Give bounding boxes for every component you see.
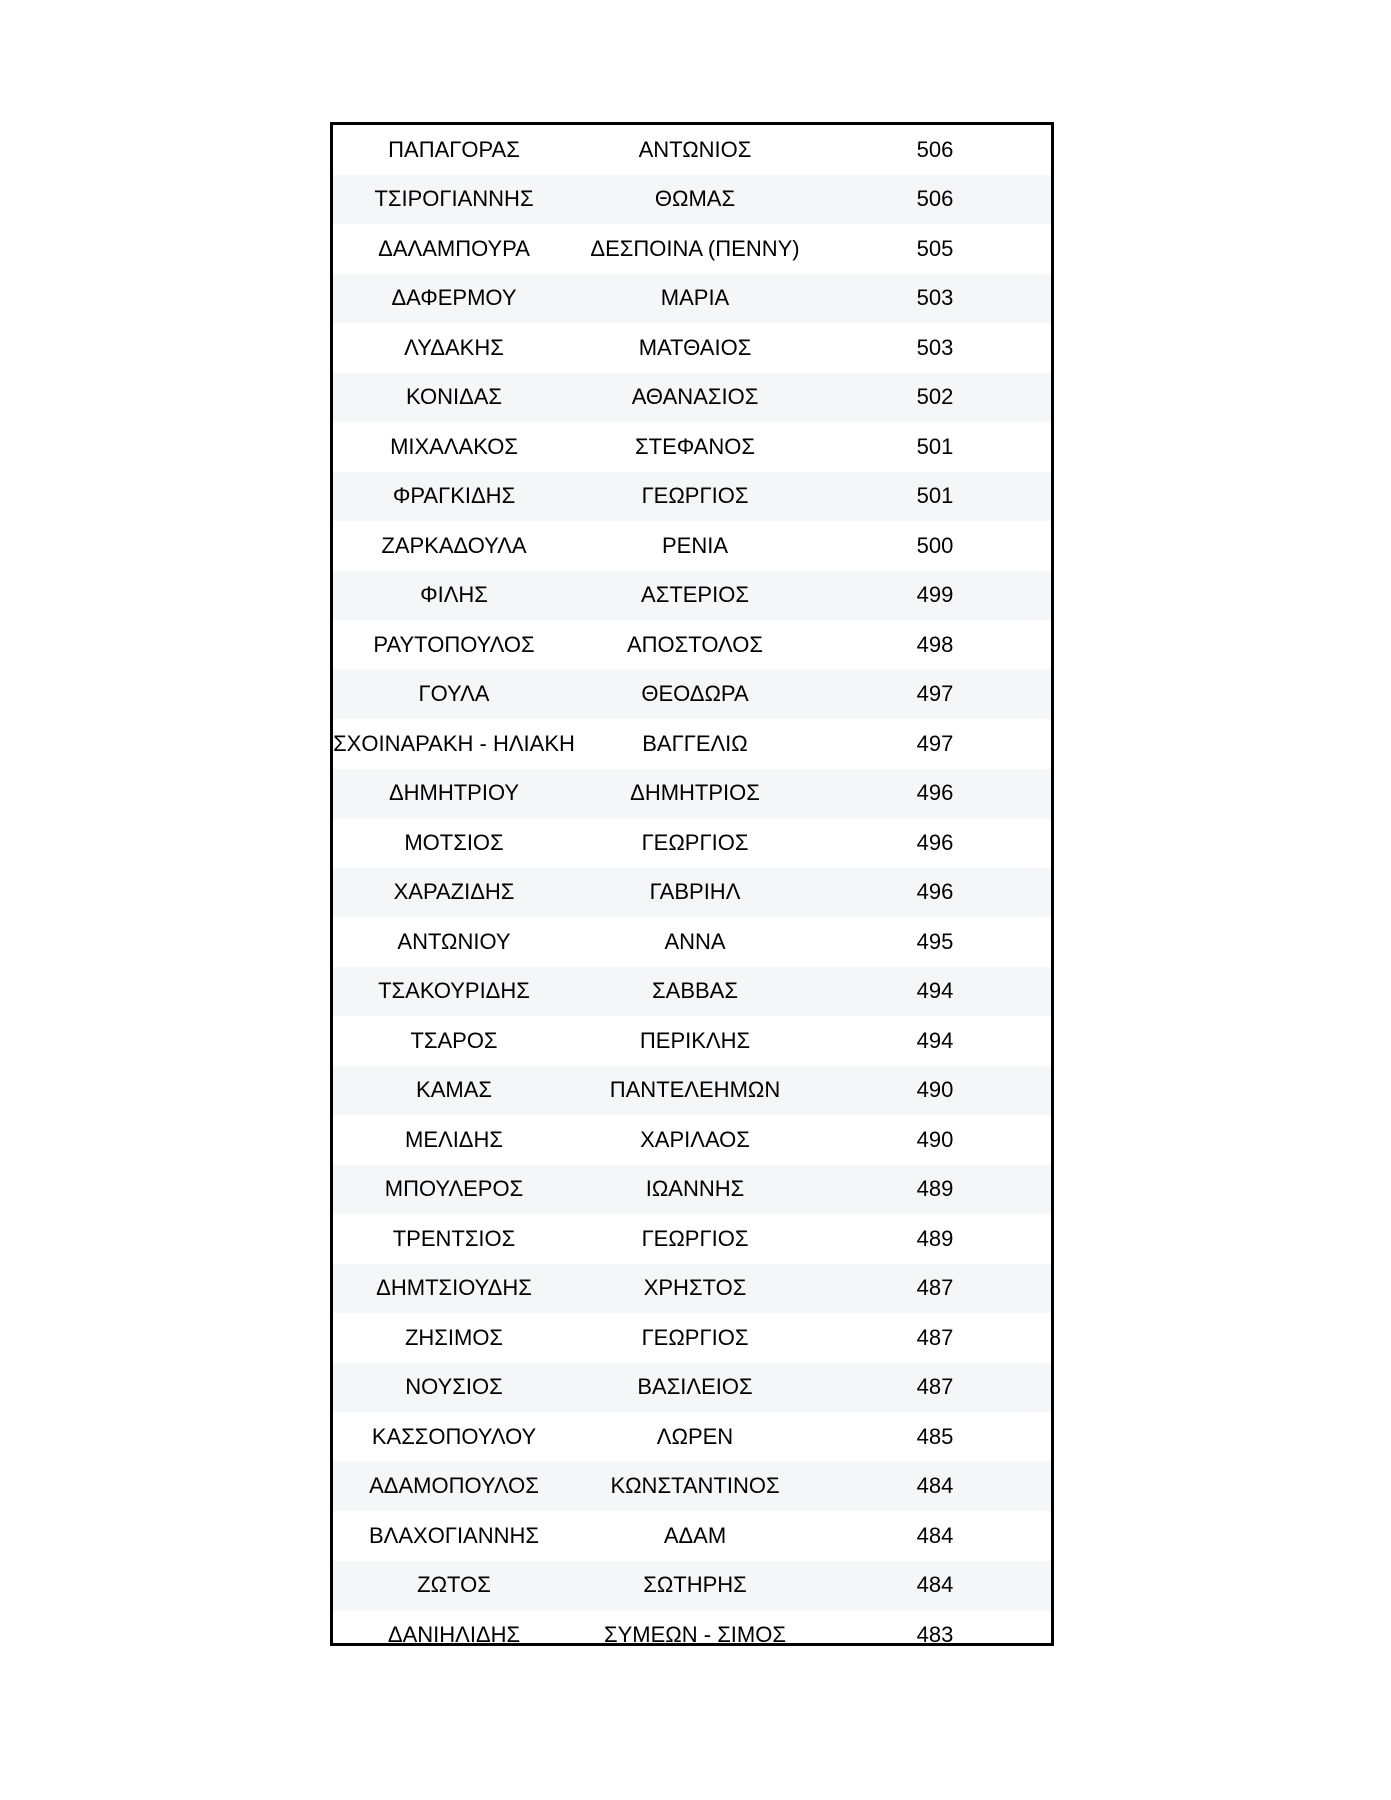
surname-cell: ΤΣΙΡΟΓΙΑΝΝΗΣ bbox=[374, 186, 534, 212]
first-name-cell: ΓΕΩΡΓΙΟΣ bbox=[641, 1324, 749, 1350]
score-cell: 496 bbox=[916, 780, 954, 806]
table-row bbox=[333, 1066, 1051, 1116]
first-name-cell: ΘΕΟΔΩΡΑ bbox=[641, 681, 749, 707]
first-name-cell: ΑΠΟΣΤΟΛΟΣ bbox=[627, 631, 763, 657]
first-name-cell: ΘΩΜΑΣ bbox=[654, 186, 736, 212]
first-name-cell: ΓΕΩΡΓΙΟΣ bbox=[641, 829, 749, 855]
score-cell: 487 bbox=[916, 1324, 954, 1350]
score-cell: 496 bbox=[916, 829, 954, 855]
first-name-cell: ΚΩΝΣΤΑΝΤΙΝΟΣ bbox=[610, 1473, 780, 1499]
table-row bbox=[333, 175, 1051, 225]
surname-cell: ΖΩΤΟΣ bbox=[417, 1572, 491, 1598]
first-name-cell: ΛΩΡΕΝ bbox=[656, 1423, 734, 1449]
surname-cell: ΓΟΥΛΑ bbox=[418, 681, 490, 707]
table-row bbox=[333, 1462, 1051, 1512]
surname-cell: ΔΗΜΤΣΙΟΥΔΗΣ bbox=[376, 1275, 532, 1301]
table-row bbox=[333, 472, 1051, 522]
table-row bbox=[333, 670, 1051, 720]
first-name-cell: ΒΑΣΙΛΕΙΟΣ bbox=[637, 1374, 753, 1400]
surname-cell: ΛΥΔΑΚΗΣ bbox=[404, 334, 504, 360]
score-cell: 501 bbox=[916, 483, 954, 509]
surname-cell: ΔΑΛΑΜΠΟΥΡΑ bbox=[378, 235, 530, 261]
table-row bbox=[333, 1363, 1051, 1413]
score-cell: 497 bbox=[916, 681, 954, 707]
first-name-cell: ΔΕΣΠΟΙΝΑ (ΠΕΝΝΥ) bbox=[590, 235, 800, 261]
surname-cell: ΜΙΧΑΛΑΚΟΣ bbox=[390, 433, 518, 459]
table-row bbox=[333, 917, 1051, 967]
first-name-cell: ΑΘΑΝΑΣΙΟΣ bbox=[631, 384, 759, 410]
surname-cell: ΖΗΣΙΜΟΣ bbox=[404, 1324, 504, 1350]
first-name-cell: ΠΑΝΤΕΛΕΗΜΩΝ bbox=[609, 1077, 781, 1103]
surname-cell: ΣΧΟΙΝΑΡΑΚΗ - ΗΛΙΑΚΗ bbox=[333, 730, 575, 756]
surname-cell: ΤΣΑΚΟΥΡΙΔΗΣ bbox=[378, 978, 530, 1004]
first-name-cell: ΣΤΕΦΑΝΟΣ bbox=[635, 433, 755, 459]
table-row bbox=[333, 1016, 1051, 1066]
score-cell: 494 bbox=[916, 1027, 954, 1053]
score-cell: 496 bbox=[916, 879, 954, 905]
score-cell: 503 bbox=[916, 334, 954, 360]
score-cell: 484 bbox=[916, 1572, 954, 1598]
surname-cell: ΠΑΠΑΓΟΡΑΣ bbox=[388, 136, 520, 162]
table-row bbox=[333, 1115, 1051, 1165]
first-name-cell: ΧΑΡΙΛΑΟΣ bbox=[640, 1126, 750, 1152]
results-table bbox=[330, 122, 1054, 1646]
table-row bbox=[333, 1264, 1051, 1314]
surname-cell: ΔΗΜΗΤΡΙΟΥ bbox=[388, 780, 520, 806]
first-name-cell: ΣΩΤΗΡΗΣ bbox=[643, 1572, 747, 1598]
surname-cell: ΦΡΑΓΚΙΔΗΣ bbox=[392, 483, 516, 509]
table-row bbox=[333, 224, 1051, 274]
score-cell: 489 bbox=[916, 1176, 954, 1202]
table-row bbox=[333, 1610, 1051, 1646]
score-cell: 483 bbox=[916, 1621, 954, 1646]
table-row bbox=[333, 1561, 1051, 1611]
surname-cell: ΚΑΜΑΣ bbox=[416, 1077, 492, 1103]
first-name-cell: ΧΡΗΣΤΟΣ bbox=[643, 1275, 747, 1301]
surname-cell: ΡΑΥΤΟΠΟΥΛΟΣ bbox=[373, 631, 535, 657]
surname-cell: ΑΔΑΜΟΠΟΥΛΟΣ bbox=[369, 1473, 539, 1499]
surname-cell: ΖΑΡΚΑΔΟΥΛΑ bbox=[381, 532, 527, 558]
table-row bbox=[333, 967, 1051, 1017]
table-row bbox=[333, 422, 1051, 472]
score-cell: 485 bbox=[916, 1423, 954, 1449]
surname-cell: ΤΡΕΝΤΣΙΟΣ bbox=[392, 1225, 516, 1251]
score-cell: 505 bbox=[916, 235, 954, 261]
table-row bbox=[333, 868, 1051, 918]
surname-cell: ΚΟΝΙΔΑΣ bbox=[405, 384, 503, 410]
table-row bbox=[333, 125, 1051, 175]
score-cell: 506 bbox=[916, 136, 954, 162]
table-row bbox=[333, 274, 1051, 324]
score-cell: 487 bbox=[916, 1275, 954, 1301]
score-cell: 502 bbox=[916, 384, 954, 410]
table-row bbox=[333, 571, 1051, 621]
table-row bbox=[333, 1412, 1051, 1462]
score-cell: 484 bbox=[916, 1522, 954, 1548]
score-cell: 498 bbox=[916, 631, 954, 657]
first-name-cell: ΓΑΒΡΙΗΛ bbox=[649, 879, 741, 905]
surname-cell: ΜΠΟΥΛΕΡΟΣ bbox=[384, 1176, 524, 1202]
first-name-cell: ΔΗΜΗΤΡΙΟΣ bbox=[630, 780, 760, 806]
table-row bbox=[333, 373, 1051, 423]
surname-cell: ΜΕΛΙΔΗΣ bbox=[405, 1126, 503, 1152]
score-cell: 501 bbox=[916, 433, 954, 459]
score-cell: 495 bbox=[916, 928, 954, 954]
first-name-cell: ΠΕΡΙΚΛΗΣ bbox=[639, 1027, 751, 1053]
first-name-cell: ΙΩΑΝΝΗΣ bbox=[645, 1176, 745, 1202]
score-cell: 499 bbox=[916, 582, 954, 608]
surname-cell: ΚΑΣΣΟΠΟΥΛΟΥ bbox=[371, 1423, 537, 1449]
table-row bbox=[333, 521, 1051, 571]
table-row bbox=[333, 818, 1051, 868]
table-row bbox=[333, 1165, 1051, 1215]
score-cell: 490 bbox=[916, 1077, 954, 1103]
score-cell: 494 bbox=[916, 978, 954, 1004]
first-name-cell: ΣΑΒΒΑΣ bbox=[652, 978, 738, 1004]
score-cell: 503 bbox=[916, 285, 954, 311]
first-name-cell: ΒΑΓΓΕΛΙΩ bbox=[642, 730, 748, 756]
surname-cell: ΔΑΝΙΗΛΙΔΗΣ bbox=[387, 1621, 521, 1646]
surname-cell: ΔΑΦΕΡΜΟΥ bbox=[391, 285, 517, 311]
surname-cell: ΝΟΥΣΙΟΣ bbox=[405, 1374, 503, 1400]
first-name-cell: ΑΝΝΑ bbox=[664, 928, 726, 954]
table-row bbox=[333, 769, 1051, 819]
surname-cell: ΧΑΡΑΖΙΔΗΣ bbox=[393, 879, 515, 905]
table-row bbox=[333, 1313, 1051, 1363]
surname-cell: ΒΛΑΧΟΓΙΑΝΝΗΣ bbox=[369, 1522, 539, 1548]
table-row bbox=[333, 719, 1051, 769]
surname-cell: ΦΙΛΗΣ bbox=[420, 582, 488, 608]
first-name-cell: ΓΕΩΡΓΙΟΣ bbox=[641, 1225, 749, 1251]
score-cell: 489 bbox=[916, 1225, 954, 1251]
surname-cell: ΜΟΤΣΙΟΣ bbox=[404, 829, 504, 855]
first-name-cell: ΓΕΩΡΓΙΟΣ bbox=[641, 483, 749, 509]
surname-cell: ΑΝΤΩΝΙΟΥ bbox=[397, 928, 511, 954]
first-name-cell: ΡΕΝΙΑ bbox=[661, 532, 729, 558]
table-row bbox=[333, 620, 1051, 670]
first-name-cell: ΑΔΑΜ bbox=[663, 1522, 727, 1548]
score-cell: 506 bbox=[916, 186, 954, 212]
score-cell: 497 bbox=[916, 730, 954, 756]
table-row bbox=[333, 1214, 1051, 1264]
score-cell: 490 bbox=[916, 1126, 954, 1152]
first-name-cell: ΑΣΤΕΡΙΟΣ bbox=[641, 582, 749, 608]
first-name-cell: ΜΑΤΘΑΙΟΣ bbox=[638, 334, 752, 360]
first-name-cell: ΣΥΜΕΩΝ - ΣΙΜΟΣ bbox=[604, 1621, 786, 1646]
table-row bbox=[333, 1511, 1051, 1561]
score-cell: 487 bbox=[916, 1374, 954, 1400]
score-cell: 500 bbox=[916, 532, 954, 558]
surname-cell: ΤΣΑΡΟΣ bbox=[410, 1027, 498, 1053]
score-cell: 484 bbox=[916, 1473, 954, 1499]
first-name-cell: ΜΑΡΙΑ bbox=[660, 285, 730, 311]
first-name-cell: ΑΝΤΩΝΙΟΣ bbox=[638, 136, 752, 162]
table-row bbox=[333, 323, 1051, 373]
